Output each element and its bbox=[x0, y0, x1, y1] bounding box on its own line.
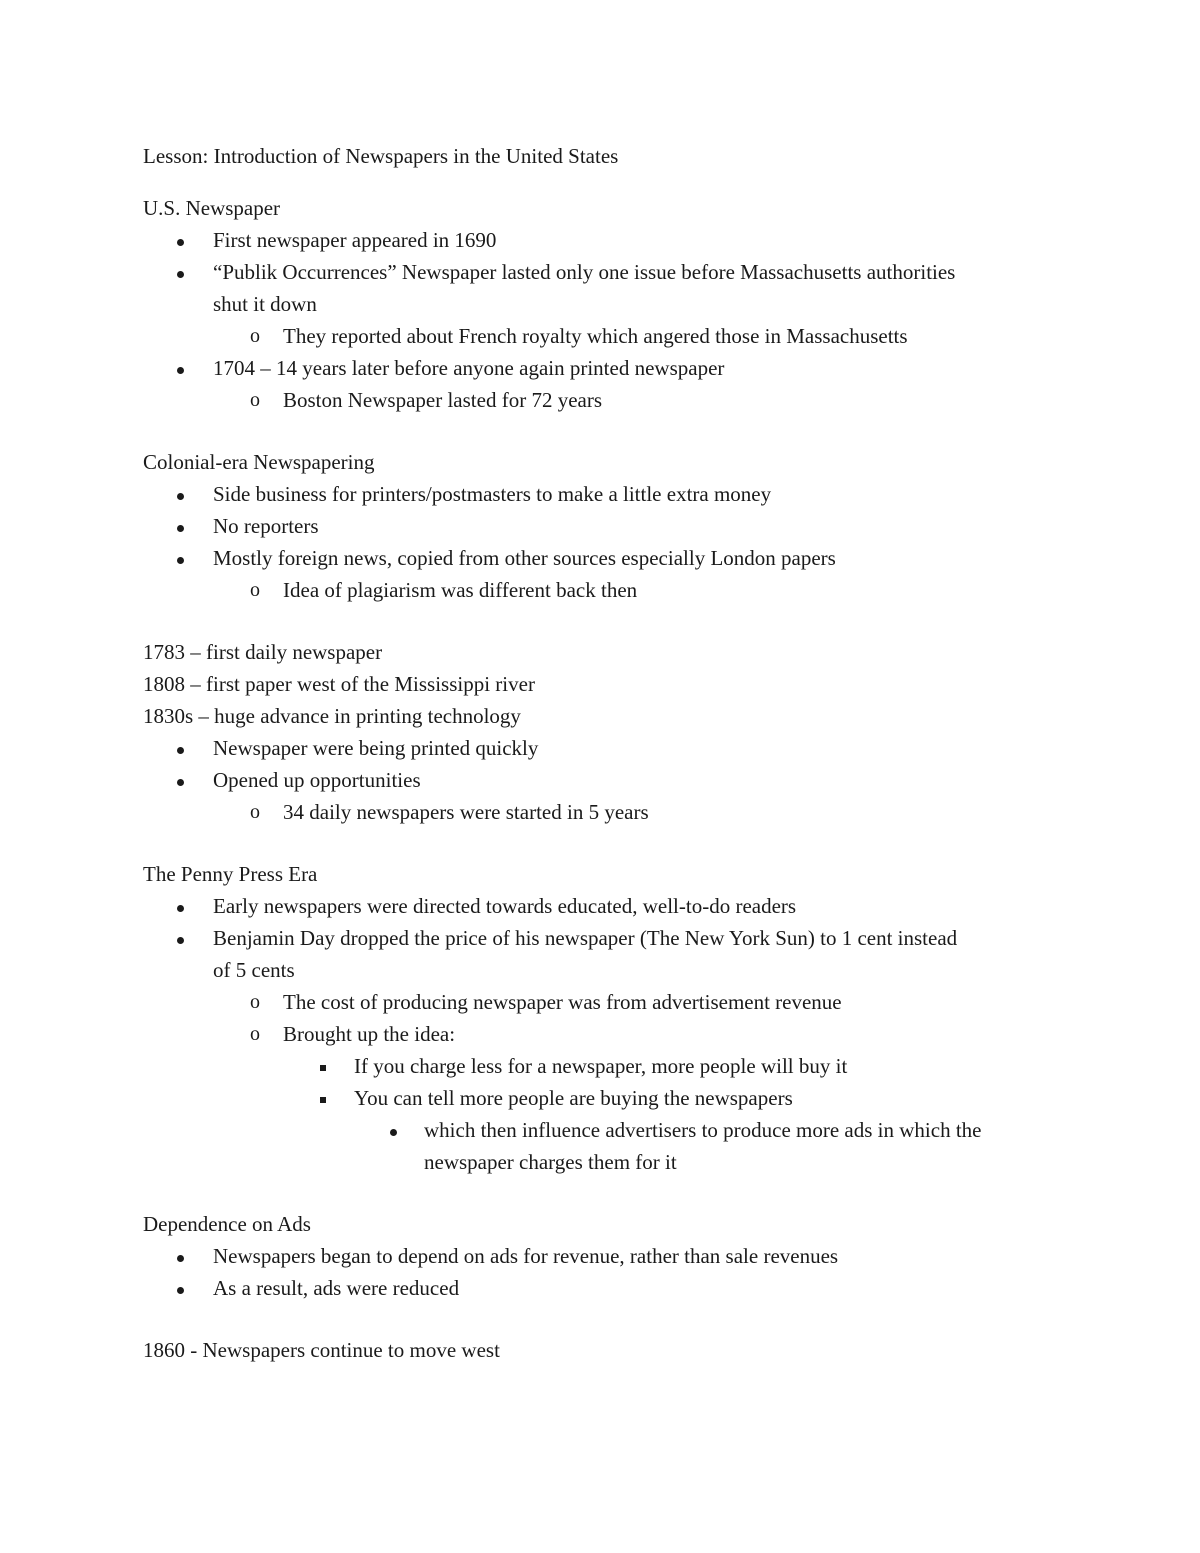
bullet-circle-icon: o bbox=[250, 579, 260, 601]
document-page bbox=[143, 140, 1063, 1366]
lesson-title: Lesson: Introduction of Newspapers in the United States bbox=[143, 144, 619, 168]
bullet-circle-icon: o bbox=[250, 991, 260, 1013]
spacer bbox=[143, 1178, 1063, 1208]
bullet-dot-icon bbox=[177, 922, 184, 954]
sub-bullet-item bbox=[143, 796, 1063, 828]
bullet-item bbox=[143, 732, 1063, 764]
bullet-dot-icon bbox=[177, 352, 184, 384]
bullet-text: which then influence advertisers to produce more ads in which the bbox=[424, 1118, 982, 1142]
bullet-circle-icon: o bbox=[250, 801, 260, 823]
bullet-dot-icon bbox=[177, 256, 184, 288]
sub-bullet-item bbox=[143, 320, 1063, 352]
bullet-text: Mostly foreign news, copied from other sources especially London papers bbox=[213, 546, 836, 570]
bullet-item bbox=[143, 890, 1063, 922]
bullet-text: 34 daily newspapers were started in 5 years bbox=[283, 800, 649, 824]
bullet-item bbox=[143, 922, 1063, 954]
section-heading-ads: Dependence on Ads bbox=[143, 1212, 311, 1236]
bullet-continuation: of 5 cents bbox=[213, 958, 295, 982]
bullet-dot-icon bbox=[177, 1272, 184, 1304]
sub-sub-bullet-item bbox=[143, 1082, 1063, 1114]
bullet-text: No reporters bbox=[213, 514, 319, 538]
bullet-text: If you charge less for a newspaper, more people will buy it bbox=[354, 1054, 848, 1078]
bullet-dot-icon bbox=[177, 890, 184, 922]
bullet-dot-icon bbox=[177, 478, 184, 510]
bullet-text: Early newspapers were directed towards educated, well-to-do readers bbox=[213, 894, 797, 918]
bullet-square-icon bbox=[320, 1050, 326, 1082]
bullet-text: Benjamin Day dropped the price of his newspaper (The New York Sun) to 1 cent instead bbox=[213, 926, 958, 950]
bullet-dot-icon bbox=[177, 732, 184, 764]
bullet-item bbox=[143, 1272, 1063, 1304]
bullet-item bbox=[143, 1240, 1063, 1272]
sub-bullet-item bbox=[143, 384, 1063, 416]
bullet-item bbox=[143, 224, 1063, 256]
bullet-text: Idea of plagiarism was different back then bbox=[283, 578, 638, 602]
bullet-text: 1704 – 14 years later before anyone again printed newspaper bbox=[213, 356, 725, 380]
bullet-text: Newspaper were being printed quickly bbox=[213, 736, 539, 760]
timeline-entry: 1830s – huge advance in printing technology bbox=[143, 704, 521, 728]
spacer bbox=[143, 606, 1063, 636]
section-heading-us: U.S. Newspaper bbox=[143, 196, 281, 220]
bullet-text: Newspapers began to depend on ads for revenue, rather than sale revenues bbox=[213, 1244, 839, 1268]
bullet-circle-icon: o bbox=[250, 1023, 260, 1045]
bullet-dot-icon bbox=[177, 510, 184, 542]
bullet-continuation: shut it down bbox=[213, 292, 317, 316]
bullet-text: As a result, ads were reduced bbox=[213, 1276, 460, 1300]
bullet-dot-icon bbox=[177, 224, 184, 256]
sub-bullet-item bbox=[143, 574, 1063, 606]
bullet-item bbox=[143, 510, 1063, 542]
spacer bbox=[143, 1304, 1063, 1334]
bullet-text: The cost of producing newspaper was from advertisement revenue bbox=[283, 990, 842, 1014]
bullet-dot-icon bbox=[177, 764, 184, 796]
sub-sub-bullet-item bbox=[143, 1050, 1063, 1082]
bullet-text: “Publik Occurrences” Newspaper lasted only one issue before Massachusetts authorities bbox=[213, 260, 956, 284]
bullet-text: Brought up the idea: bbox=[283, 1022, 456, 1046]
spacer bbox=[143, 828, 1063, 858]
bullet-text: Boston Newspaper lasted for 72 years bbox=[283, 388, 602, 412]
bullet-dot-icon bbox=[390, 1114, 397, 1146]
sub-bullet-item bbox=[143, 986, 1063, 1018]
timeline-entry: 1808 – first paper west of the Mississippi river bbox=[143, 672, 535, 696]
timeline-entry: 1860 - Newspapers continue to move west bbox=[143, 1338, 500, 1362]
bullet-square-icon bbox=[320, 1082, 326, 1114]
bullet-item bbox=[143, 478, 1063, 510]
bullet-text: Opened up opportunities bbox=[213, 768, 421, 792]
section-heading-colonial: Colonial-era Newspapering bbox=[143, 450, 375, 474]
level4-bullet-item bbox=[143, 1114, 1063, 1146]
bullet-item bbox=[143, 352, 1063, 384]
bullet-circle-icon: o bbox=[250, 389, 260, 411]
bullet-continuation: newspaper charges them for it bbox=[424, 1150, 677, 1174]
bullet-text: They reported about French royalty which angered those in Massachusetts bbox=[283, 324, 908, 348]
bullet-text: Side business for printers/postmasters to make a little extra money bbox=[213, 482, 772, 506]
bullet-item bbox=[143, 256, 1063, 288]
timeline-entry: 1783 – first daily newspaper bbox=[143, 640, 383, 664]
bullet-item bbox=[143, 764, 1063, 796]
bullet-circle-icon: o bbox=[250, 325, 260, 347]
bullet-text: You can tell more people are buying the newspapers bbox=[354, 1086, 793, 1110]
spacer bbox=[143, 416, 1063, 446]
bullet-dot-icon bbox=[177, 1240, 184, 1272]
spacer bbox=[143, 172, 1063, 192]
bullet-dot-icon bbox=[177, 542, 184, 574]
section-heading-penny-press: The Penny Press Era bbox=[143, 862, 318, 886]
sub-bullet-item bbox=[143, 1018, 1063, 1050]
bullet-text: First newspaper appeared in 1690 bbox=[213, 228, 497, 252]
bullet-item bbox=[143, 542, 1063, 574]
